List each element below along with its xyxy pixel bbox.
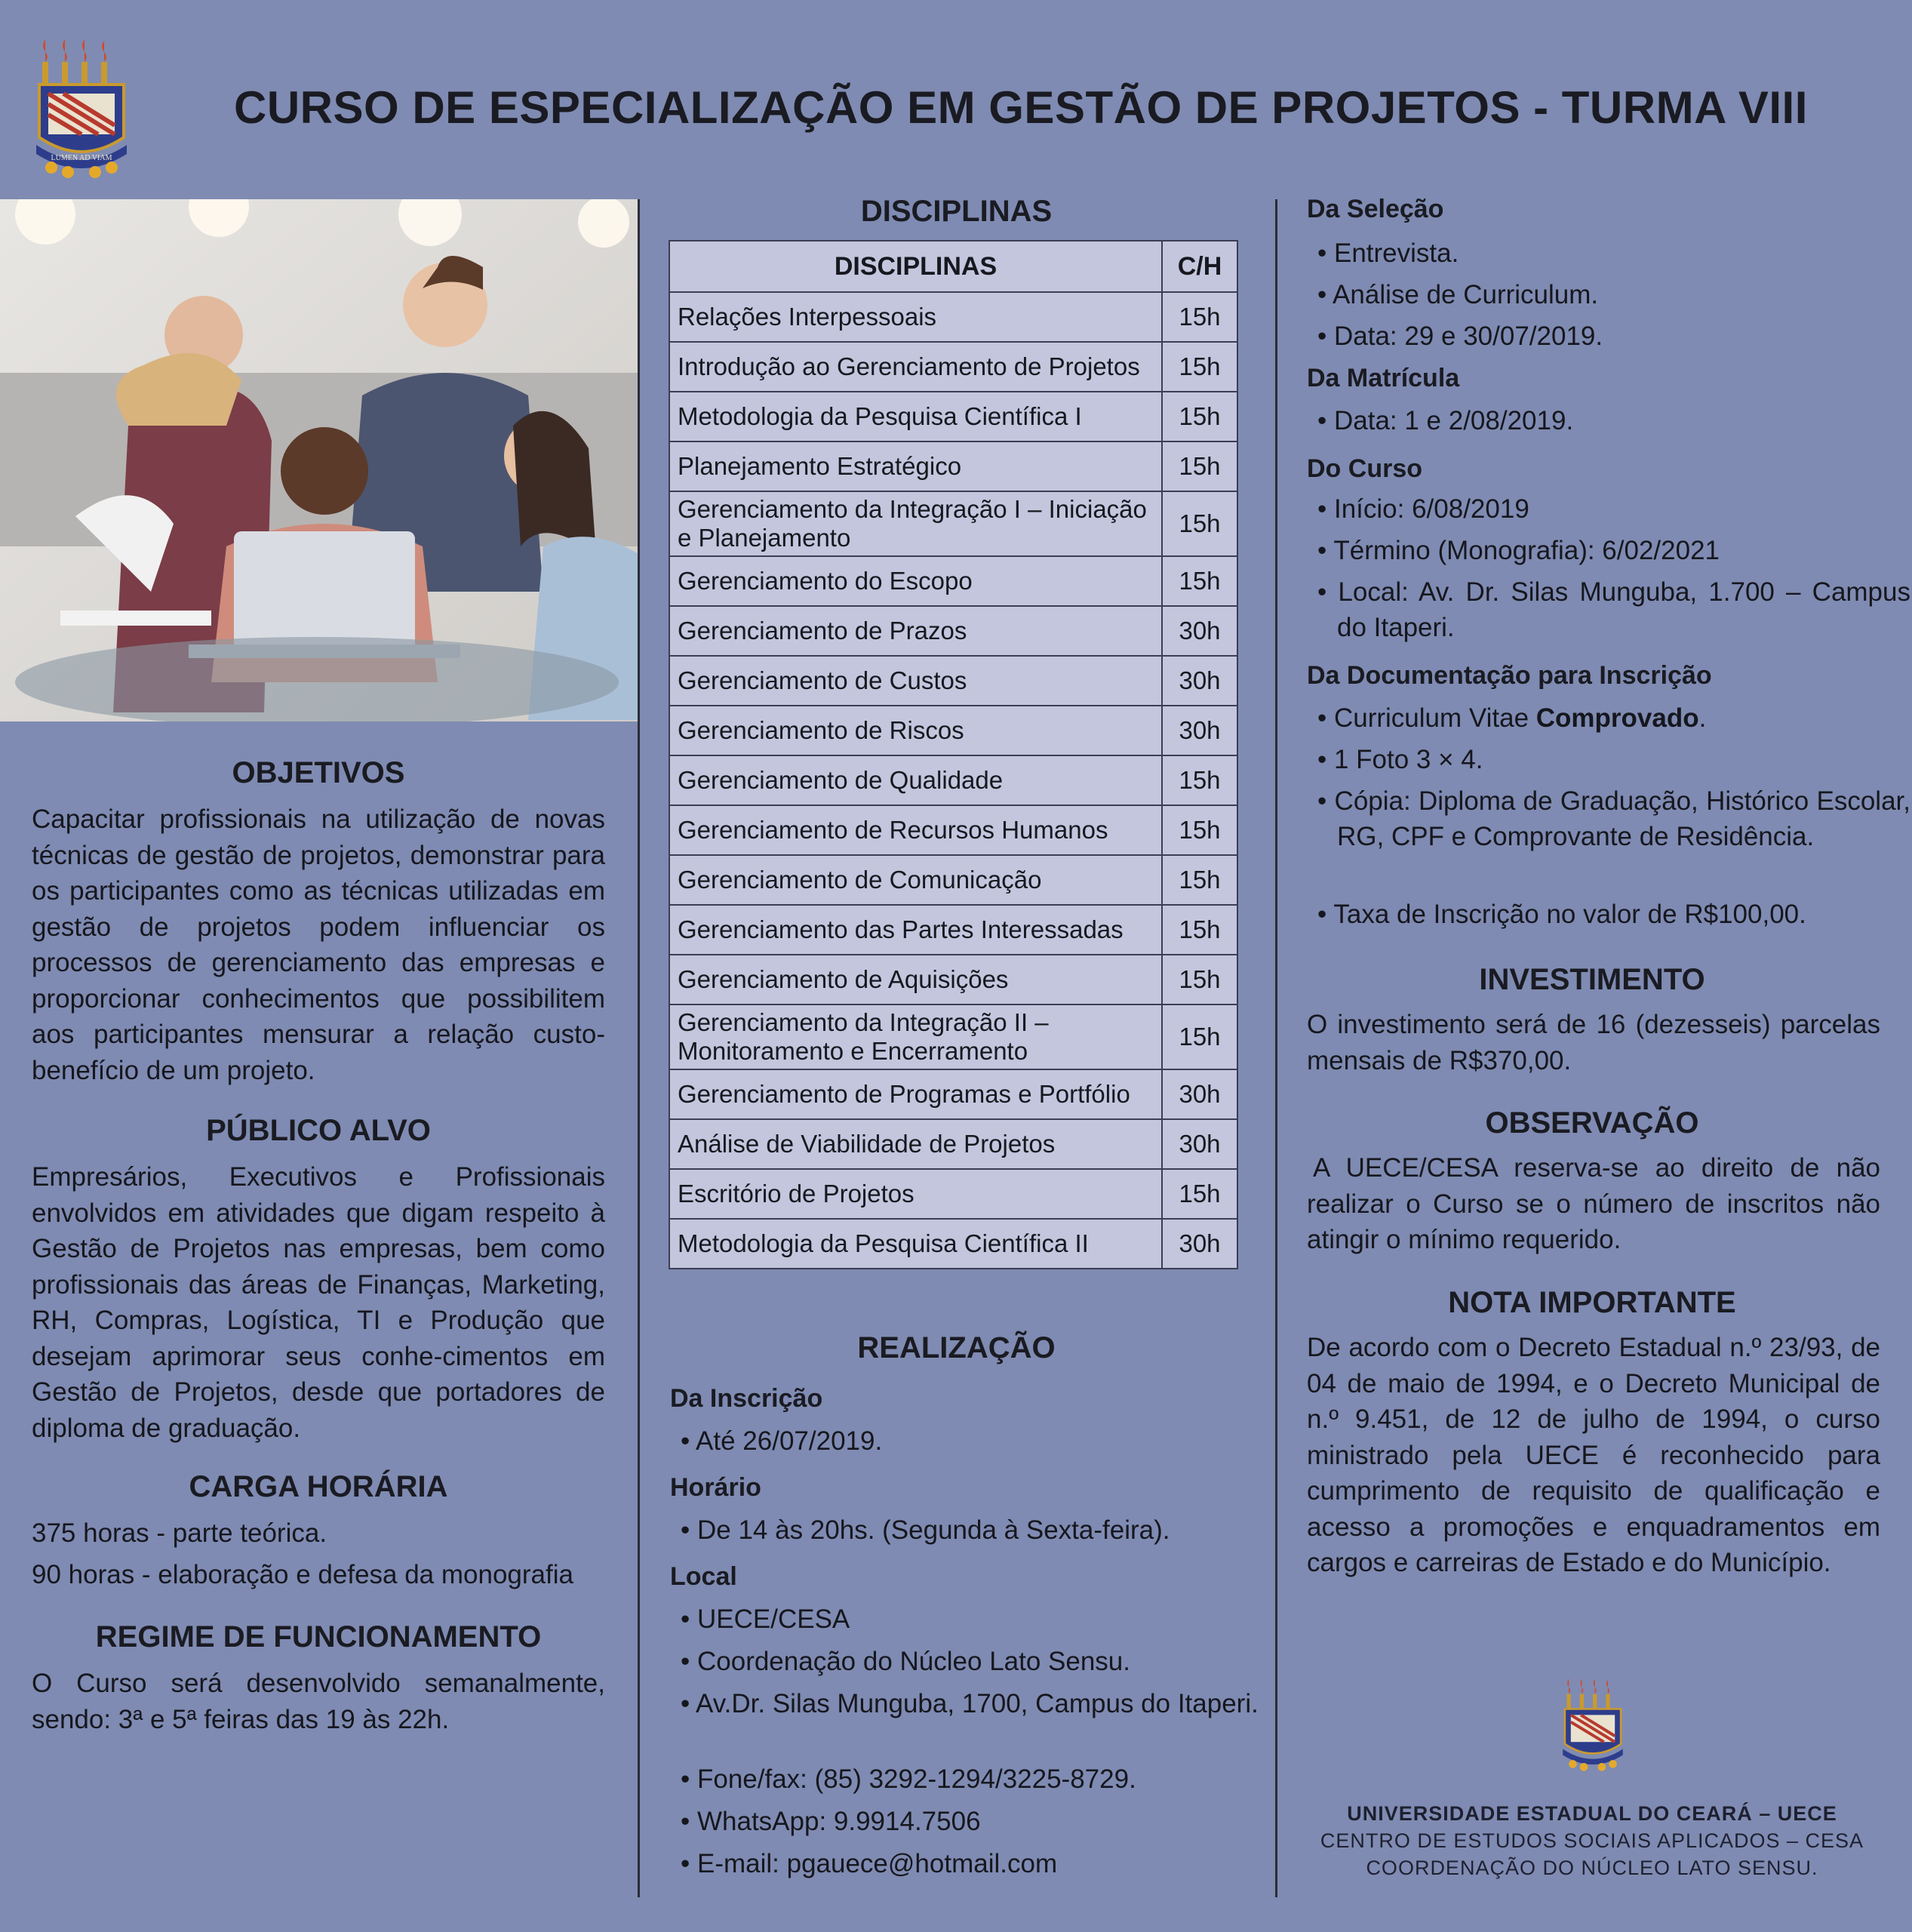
- discipline-name: Gerenciamento das Partes Interessadas: [669, 905, 1162, 955]
- local-item: • Av.Dr. Silas Munguba, 1700, Campus do Itaperi.: [670, 1686, 1274, 1721]
- discipline-hours: 15h: [1162, 342, 1237, 392]
- table-row: [669, 1169, 1237, 1219]
- discipline-name: Gerenciamento da Integração II – Monitoramento e Encerramento: [669, 1004, 1162, 1069]
- discipline-hours: 30h: [1162, 606, 1237, 656]
- table-row: [669, 606, 1237, 656]
- column-header-name: DISCIPLINAS: [669, 241, 1162, 292]
- table-row: [669, 1219, 1237, 1269]
- local-item: • Coordenação do Núcleo Lato Sensu.: [670, 1644, 1274, 1679]
- local-item: • UECE/CESA: [670, 1601, 1274, 1637]
- disciplinas-table-body: [669, 292, 1237, 1269]
- investimento-text: O investimento será de 16 (dezesseis) parcelas mensais de R$370,00.: [1307, 1010, 1880, 1075]
- curso-item: • Término (Monografia): 6/02/2021: [1307, 533, 1910, 568]
- disciplinas-table: [669, 240, 1238, 1269]
- local-item: • WhatsApp: 9.9914.7506: [670, 1804, 1274, 1839]
- discipline-name: Gerenciamento de Comunicação: [669, 855, 1162, 905]
- table-row: [669, 805, 1237, 855]
- team-photo: [0, 199, 638, 721]
- university-crest-logo-small: [1556, 1674, 1630, 1772]
- discipline-hours: 30h: [1162, 656, 1237, 706]
- column-divider-left: [638, 199, 640, 1897]
- inscricao-item: • Até 26/07/2019.: [670, 1423, 1274, 1459]
- inscricao-subheading: Da Inscrição: [670, 1384, 823, 1413]
- nota-heading: NOTA IMPORTANTE: [1448, 1286, 1736, 1319]
- local-item: • Fone/fax: (85) 3292-1294/3225-8729.: [670, 1761, 1274, 1797]
- table-row: [669, 342, 1237, 392]
- discipline-hours: 15h: [1162, 556, 1237, 606]
- table-row: [669, 1004, 1237, 1069]
- curso-subheading: Do Curso: [1307, 454, 1422, 483]
- discipline-name: Gerenciamento da Integração I – Iniciação e Planejamento: [669, 491, 1162, 556]
- curso-item: • Local: Av. Dr. Silas Munguba, 1.700 – Campus do Itaperi.: [1307, 574, 1910, 645]
- table-row: [669, 656, 1237, 706]
- disciplinas-heading: DISCIPLINAS: [860, 195, 1053, 228]
- discipline-hours: 30h: [1162, 1069, 1237, 1119]
- regime-text: O Curso será desenvolvido semanalmente, sendo: 3ª e 5ª feiras das 19 às 22h.: [32, 1669, 605, 1734]
- documentacao-item: • Cópia: Diploma de Graduação, Histórico Escolar, RG, CPF e Comprovante de Residência.: [1307, 783, 1910, 854]
- discipline-hours: 15h: [1162, 855, 1237, 905]
- university-crest-logo: [29, 32, 134, 180]
- table-row: [669, 755, 1237, 805]
- carga-heading: CARGA HORÁRIA: [189, 1470, 448, 1503]
- discipline-name: Gerenciamento de Prazos: [669, 606, 1162, 656]
- table-row: [669, 1119, 1237, 1169]
- observacao-heading: OBSERVAÇÃO: [1485, 1106, 1699, 1140]
- publico-heading: PÚBLICO ALVO: [206, 1114, 431, 1147]
- discipline-hours: 15h: [1162, 905, 1237, 955]
- realizacao-heading: REALIZAÇÃO: [857, 1331, 1056, 1364]
- horario-item: • De 14 às 20hs. (Segunda à Sexta-feira).: [670, 1512, 1274, 1548]
- discipline-hours: 30h: [1162, 706, 1237, 755]
- documentacao-subheading: Da Documentação para Inscrição: [1307, 661, 1712, 690]
- table-row: [669, 955, 1237, 1004]
- discipline-hours: 15h: [1162, 805, 1237, 855]
- selecao-item: • Entrevista.: [1307, 235, 1910, 271]
- matricula-item: • Data: 1 e 2/08/2019.: [1307, 403, 1910, 438]
- documentacao-item: • Taxa de Inscrição no valor de R$100,00.: [1307, 897, 1910, 932]
- cv-bold: Comprovado: [1535, 703, 1699, 733]
- discipline-name: Metodologia da Pesquisa Científica I: [669, 392, 1162, 441]
- footer-university: UNIVERSIDADE ESTADUAL DO CEARÁ – UECE: [1347, 1802, 1837, 1825]
- carga-line-2: 90 horas - elaboração e defesa da monografia: [32, 1560, 573, 1589]
- investimento-heading: INVESTIMENTO: [1479, 963, 1705, 996]
- cv-label: Curriculum Vitae: [1333, 703, 1536, 733]
- table-row: [669, 905, 1237, 955]
- discipline-hours: 15h: [1162, 755, 1237, 805]
- column-divider-right: [1275, 199, 1277, 1897]
- table-header-row: [669, 241, 1237, 292]
- objetivos-heading: OBJETIVOS: [232, 756, 405, 789]
- discipline-name: Gerenciamento de Aquisições: [669, 955, 1162, 1004]
- table-row: [669, 441, 1237, 491]
- table-row: [669, 292, 1237, 342]
- table-row: [669, 706, 1237, 755]
- selecao-subheading: Da Seleção: [1307, 195, 1444, 223]
- email-item[interactable]: • E-mail: pgauece@hotmail.com: [670, 1846, 1274, 1881]
- selecao-item: • Data: 29 e 30/07/2019.: [1307, 318, 1910, 354]
- table-row: [669, 392, 1237, 441]
- local-subheading: Local: [670, 1562, 737, 1591]
- discipline-hours: 15h: [1162, 1169, 1237, 1219]
- table-row: [669, 491, 1237, 556]
- discipline-name: Gerenciamento do Escopo: [669, 556, 1162, 606]
- horario-subheading: Horário: [670, 1473, 761, 1502]
- discipline-name: Análise de Viabilidade de Projetos: [669, 1119, 1162, 1169]
- discipline-hours: 15h: [1162, 1004, 1237, 1069]
- discipline-name: Planejamento Estratégico: [669, 441, 1162, 491]
- discipline-hours: 15h: [1162, 491, 1237, 556]
- page-title: CURSO DE ESPECIALIZAÇÃO EM GESTÃO DE PROJETOS - TURMA VIII: [234, 82, 1808, 133]
- discipline-hours: 15h: [1162, 292, 1237, 342]
- nota-text: De acordo com o Decreto Estadual n.º 23/93, de 04 de maio de 1994, e o Decreto Municipal de n.º 9.451, de 12 de julho de 1994, o curso ministrado pela UECE é reconhecido para cumprimento de requisito de qualificação e acesso a promoções e enquadramentos em cargos e carreiras de Estado e do Município.: [1307, 1333, 1880, 1577]
- discipline-name: Introdução ao Gerenciamento de Projetos: [669, 342, 1162, 392]
- footer-center: CENTRO DE ESTUDOS SOCIAIS APLICADOS – CESA: [1320, 1829, 1864, 1852]
- footer-coordination: COORDENAÇÃO DO NÚCLEO LATO SENSU.: [1366, 1857, 1818, 1879]
- discipline-hours: 15h: [1162, 392, 1237, 441]
- table-row: [669, 855, 1237, 905]
- discipline-hours: 15h: [1162, 441, 1237, 491]
- column-header-hours: C/H: [1162, 241, 1237, 292]
- discipline-name: Metodologia da Pesquisa Científica II: [669, 1219, 1162, 1269]
- documentacao-item-cv: [1307, 700, 1910, 736]
- observacao-text: A UECE/CESA reserva-se ao direito de não realizar o Curso se o número de inscritos não atingir o mínimo requerido.: [1307, 1153, 1880, 1254]
- table-row: [669, 1069, 1237, 1119]
- discipline-name: Gerenciamento de Custos: [669, 656, 1162, 706]
- discipline-hours: 30h: [1162, 1119, 1237, 1169]
- cv-end: .: [1698, 703, 1707, 733]
- documentacao-item: • 1 Foto 3 × 4.: [1307, 742, 1910, 777]
- logo-motto: LUMEN AD VIAM: [51, 154, 112, 162]
- objetivos-text: Capacitar profissionais na utilização de novas técnicas de gestão de projetos, demonstrar para os participantes como as técnicas utilizadas em gestão de projetos podem influenciar os processos de gerenciamento das empresas e proporcionar conhecimentos que possibilitem aos participantes mensurar a relação custo-benefício de um projeto.: [32, 804, 605, 1085]
- table-row: [669, 556, 1237, 606]
- discipline-name: Relações Interpessoais: [669, 292, 1162, 342]
- matricula-subheading: Da Matrícula: [1307, 364, 1460, 392]
- carga-line-1: 375 horas - parte teórica.: [32, 1518, 327, 1548]
- discipline-name: Gerenciamento de Recursos Humanos: [669, 805, 1162, 855]
- publico-text: Empresários, Executivos e Profissionais envolvidos em atividades que digam respeito à Gestão de Projetos nas empresas, bem como profissionais das áreas de Finanças, Marketing, RH, Compras, Logística, TI e Produção que desejam aprimorar seus conhe-cimentos em Gestão de Projetos, desde que portadores de diploma de graduação.: [32, 1162, 605, 1443]
- discipline-name: Gerenciamento de Riscos: [669, 706, 1162, 755]
- discipline-name: Gerenciamento de Programas e Portfólio: [669, 1069, 1162, 1119]
- curso-item: • Início: 6/08/2019: [1307, 491, 1910, 527]
- discipline-hours: 30h: [1162, 1219, 1237, 1269]
- discipline-hours: 15h: [1162, 955, 1237, 1004]
- discipline-name: Gerenciamento de Qualidade: [669, 755, 1162, 805]
- selecao-item: • Análise de Curriculum.: [1307, 277, 1910, 312]
- discipline-name: Escritório de Projetos: [669, 1169, 1162, 1219]
- regime-heading: REGIME DE FUNCIONAMENTO: [95, 1620, 542, 1654]
- torch-icons: [42, 39, 107, 83]
